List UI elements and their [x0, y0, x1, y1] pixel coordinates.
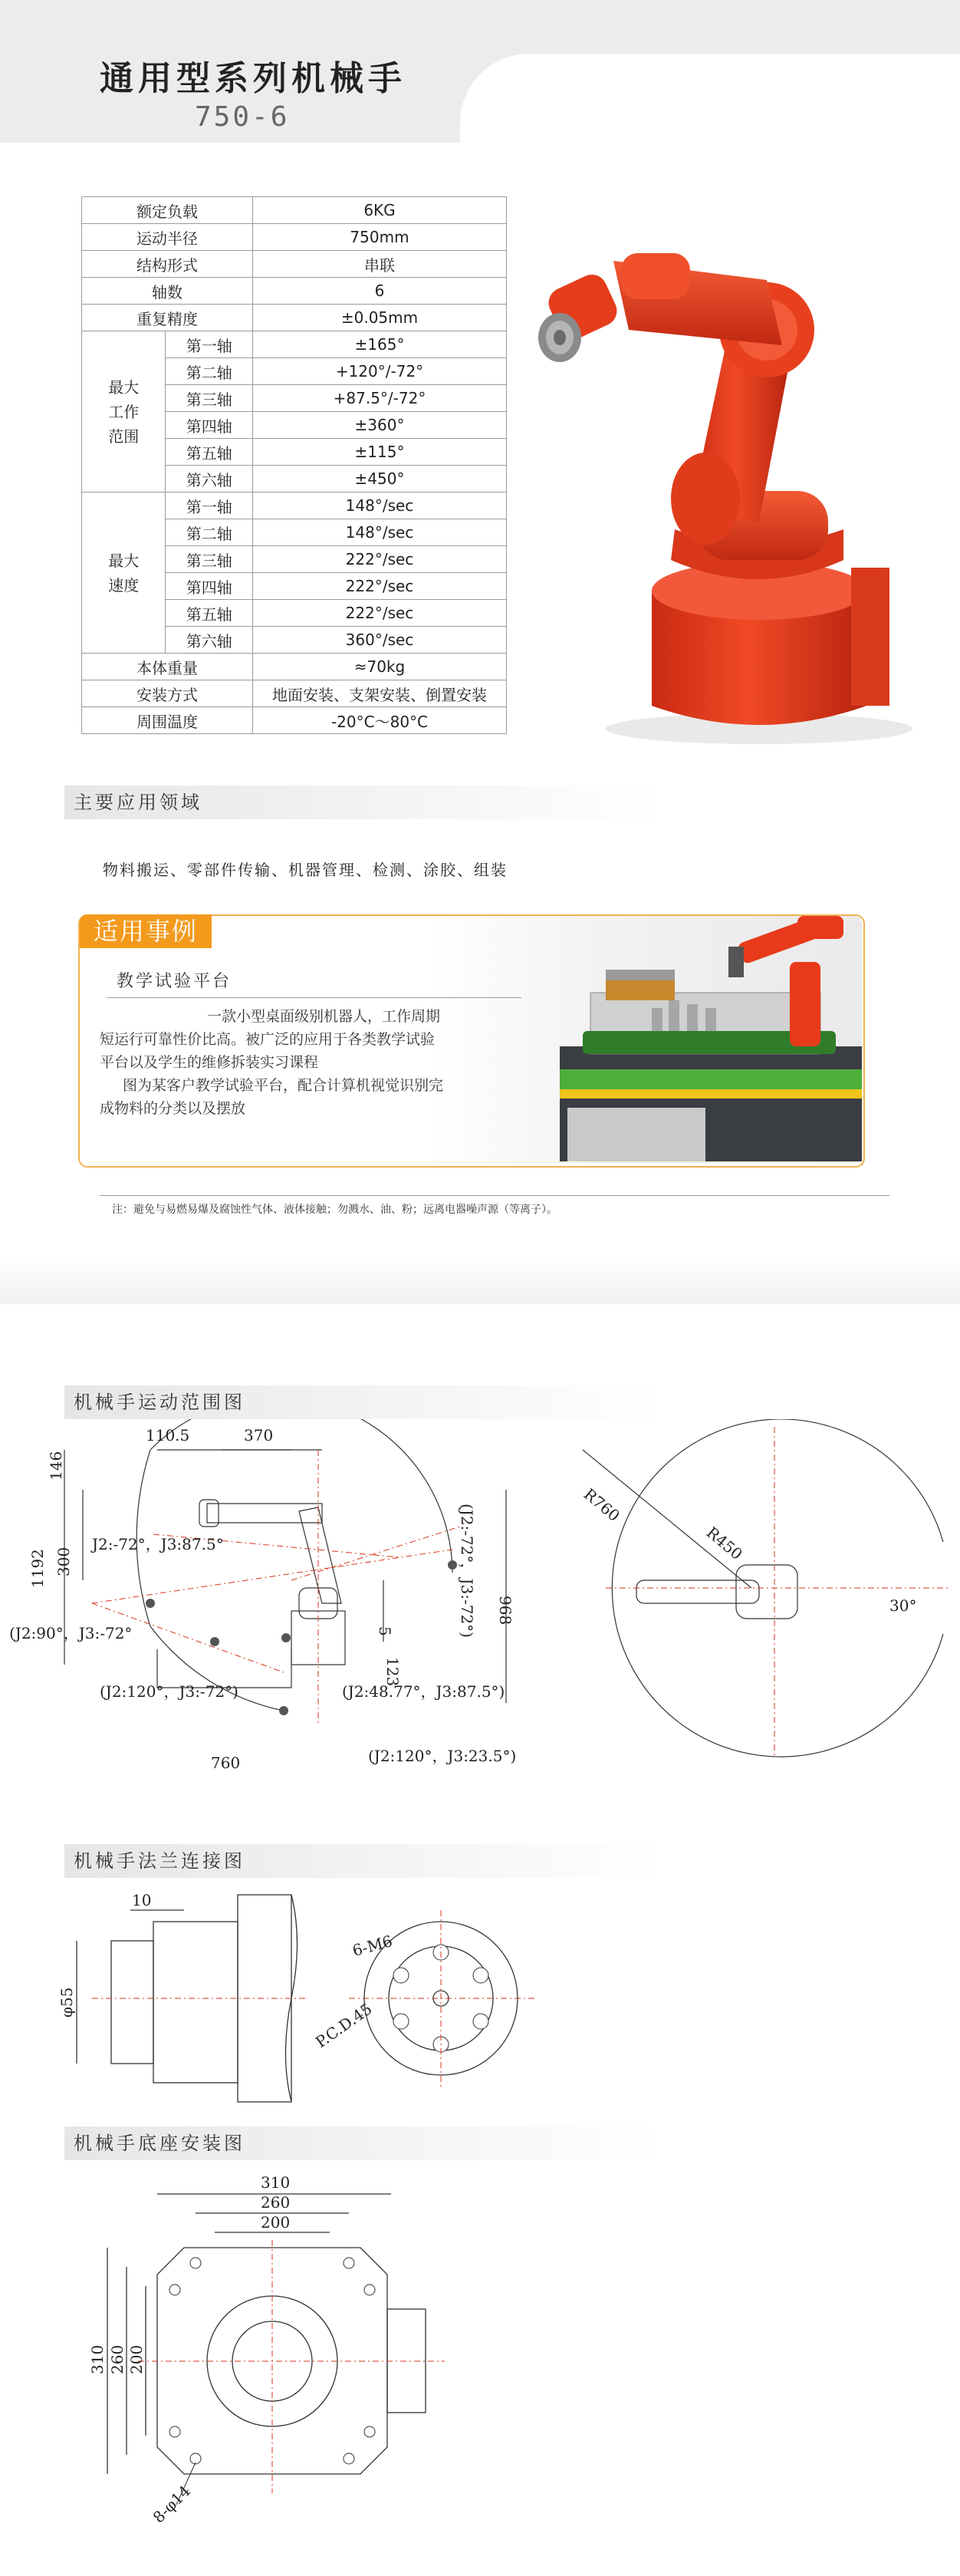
axis-label: 第五轴: [166, 439, 253, 466]
motion-heading: 机械手运动范围图: [74, 1392, 245, 1413]
applications-heading-bar: [64, 786, 662, 819]
axis-label: 第三轴: [166, 385, 253, 412]
axis-label: 第二轴: [166, 519, 253, 546]
header-divider: [0, 143, 960, 158]
dim-1192: 1192: [28, 1549, 47, 1588]
dim-10: 10: [132, 1891, 152, 1909]
header-curve: [460, 54, 960, 153]
table-row: [82, 278, 507, 305]
table-row: [82, 251, 507, 278]
spec-label: 周围温度: [82, 707, 253, 734]
table-row: [82, 331, 507, 358]
dim-300: 300: [54, 1547, 73, 1576]
spec-value: 地面安装、支架安装、倒置安装: [253, 680, 507, 707]
dim-110: 110.5: [146, 1426, 190, 1444]
spec-table: [81, 196, 507, 734]
axis-value: +120°/-72°: [253, 358, 507, 385]
speed-group-label: 最大 速度: [82, 492, 166, 654]
label-j2-72-j3-87: J2:-72°，J3:87.5°: [92, 1535, 224, 1553]
dim-760: 760: [211, 1754, 241, 1772]
axis-label: 第六轴: [166, 466, 253, 492]
spec-value: ≈70kg: [253, 654, 507, 680]
axis-value: ±115°: [253, 439, 507, 466]
axis-value: +87.5°/-72°: [253, 385, 507, 412]
case-divider: [107, 997, 521, 998]
spec-label: 结构形式: [82, 251, 253, 278]
note-divider: [100, 1195, 889, 1196]
dim-310-vertical: 310: [88, 2344, 107, 2374]
axis-value: 222°/sec: [253, 573, 507, 600]
dim-260-vertical: 260: [108, 2344, 127, 2374]
page-title: 通用型系列机械手: [100, 59, 406, 98]
axis-value: 360°/sec: [253, 627, 507, 654]
spec-label: 安装方式: [82, 680, 253, 707]
table-row: [82, 197, 507, 224]
axis-label: 第一轴: [166, 331, 253, 358]
dim-968: 968: [496, 1596, 515, 1626]
base-heading: 机械手底座安装图: [74, 2133, 245, 2154]
base-heading-bar: [64, 2126, 662, 2160]
axis-label: 第二轴: [166, 358, 253, 385]
label-30deg: 30°: [889, 1596, 917, 1615]
base-diagram: [0, 2163, 960, 2562]
dim-370: 370: [244, 1426, 274, 1444]
spec-value: 6: [253, 278, 507, 305]
label-r450: R450: [702, 1523, 746, 1564]
applications-text: 物料搬运、零部件传输、机器管理、检测、涂胶、组装: [103, 861, 508, 879]
label-j2-90: (J2:90°，J3:-72°: [9, 1624, 133, 1642]
spec-label: 轴数: [82, 278, 253, 305]
table-row: [82, 224, 507, 251]
label-j2-72-j3-72: (J2:-72°，J3:-72°): [458, 1504, 476, 1638]
dim-200-horizontal: 200: [261, 2213, 291, 2232]
model-number: 750-6: [195, 101, 290, 133]
flange-diagram: [0, 1879, 960, 2125]
case-line-3: 平台以及学生的维修拆装实习课程: [100, 1054, 319, 1071]
note-text: 注：避免与易燃易爆及腐蚀性气体、液体接触；勿溅水、油、粉；远离电器噪声源（等离子）。: [112, 1204, 557, 1216]
dim-5: 5: [376, 1626, 394, 1636]
label-pcd45: P.C.D.45: [312, 1999, 376, 2052]
axis-value: ±360°: [253, 412, 507, 439]
table-row: [82, 305, 507, 331]
flange-heading-bar: [64, 1844, 662, 1878]
spec-label: 重复精度: [82, 305, 253, 331]
dim-310-horizontal: 310: [261, 2173, 291, 2192]
table-row: [82, 492, 507, 519]
axis-label: 第四轴: [166, 573, 253, 600]
label-r760: R760: [580, 1484, 623, 1526]
range-group-label: 最大 工作 范围: [82, 331, 166, 492]
label-j2-48: (J2:48.77°，J3:87.5°): [342, 1682, 505, 1701]
case-line-2: 短运行可靠性价比高。被广泛的应用于各类教学试验: [100, 1031, 436, 1048]
axis-value: 222°/sec: [253, 600, 507, 627]
case-line-1: 一款小型桌面级别机器人，工作周期: [207, 1008, 441, 1025]
spec-value: 6KG: [253, 197, 507, 224]
applications-heading: 主要应用领域: [74, 792, 202, 813]
spec-value: 串联: [253, 251, 507, 278]
label-j2-120-b: (J2:120°，J3:23.5°): [368, 1747, 517, 1765]
case-line-5: 成物料的分类以及摆放: [100, 1100, 246, 1117]
robot-arm-image: [537, 238, 935, 752]
label-6-m6: 6-M6: [350, 1932, 395, 1960]
axis-value: 222°/sec: [253, 546, 507, 573]
case-line-4: 图为某客户教学试验平台，配合计算机视觉识别完: [123, 1077, 444, 1094]
page-break: [0, 1258, 960, 1304]
axis-label: 第五轴: [166, 600, 253, 627]
motion-range-diagram: [0, 1419, 960, 1803]
axis-value: ±450°: [253, 466, 507, 492]
axis-label: 第四轴: [166, 412, 253, 439]
motion-heading-bar: [64, 1385, 662, 1419]
dim-146: 146: [47, 1451, 65, 1481]
table-row: [82, 654, 507, 680]
spec-label: 运动半径: [82, 224, 253, 251]
spec-value: -20°C～80°C: [253, 707, 507, 734]
axis-label: 第一轴: [166, 492, 253, 519]
axis-value: 148°/sec: [253, 519, 507, 546]
flange-heading: 机械手法兰连接图: [74, 1850, 245, 1872]
dim-123: 123: [383, 1657, 402, 1687]
case-subtitle: 教学试验平台: [117, 972, 232, 991]
case-image: [537, 916, 862, 1163]
spec-label: 额定负载: [82, 197, 253, 224]
spec-value: 750mm: [253, 224, 507, 251]
dim-phi55: φ55: [58, 1987, 76, 2018]
case-tag: 适用事例: [80, 914, 212, 948]
dim-260-horizontal: 260: [261, 2193, 291, 2212]
table-row: [82, 707, 507, 734]
case-description: [100, 1005, 514, 1120]
axis-label: 第三轴: [166, 546, 253, 573]
dim-200-vertical: 200: [127, 2344, 146, 2374]
axis-value: 148°/sec: [253, 492, 507, 519]
spec-value: ±0.05mm: [253, 305, 507, 331]
table-row: [82, 680, 507, 707]
label-j2-120-a: (J2:120°，J3:-72°): [100, 1682, 238, 1701]
label-8-phi14: 8-φ14: [149, 2481, 195, 2527]
axis-value: ±165°: [253, 331, 507, 358]
axis-label: 第六轴: [166, 627, 253, 654]
spec-label: 本体重量: [82, 654, 253, 680]
